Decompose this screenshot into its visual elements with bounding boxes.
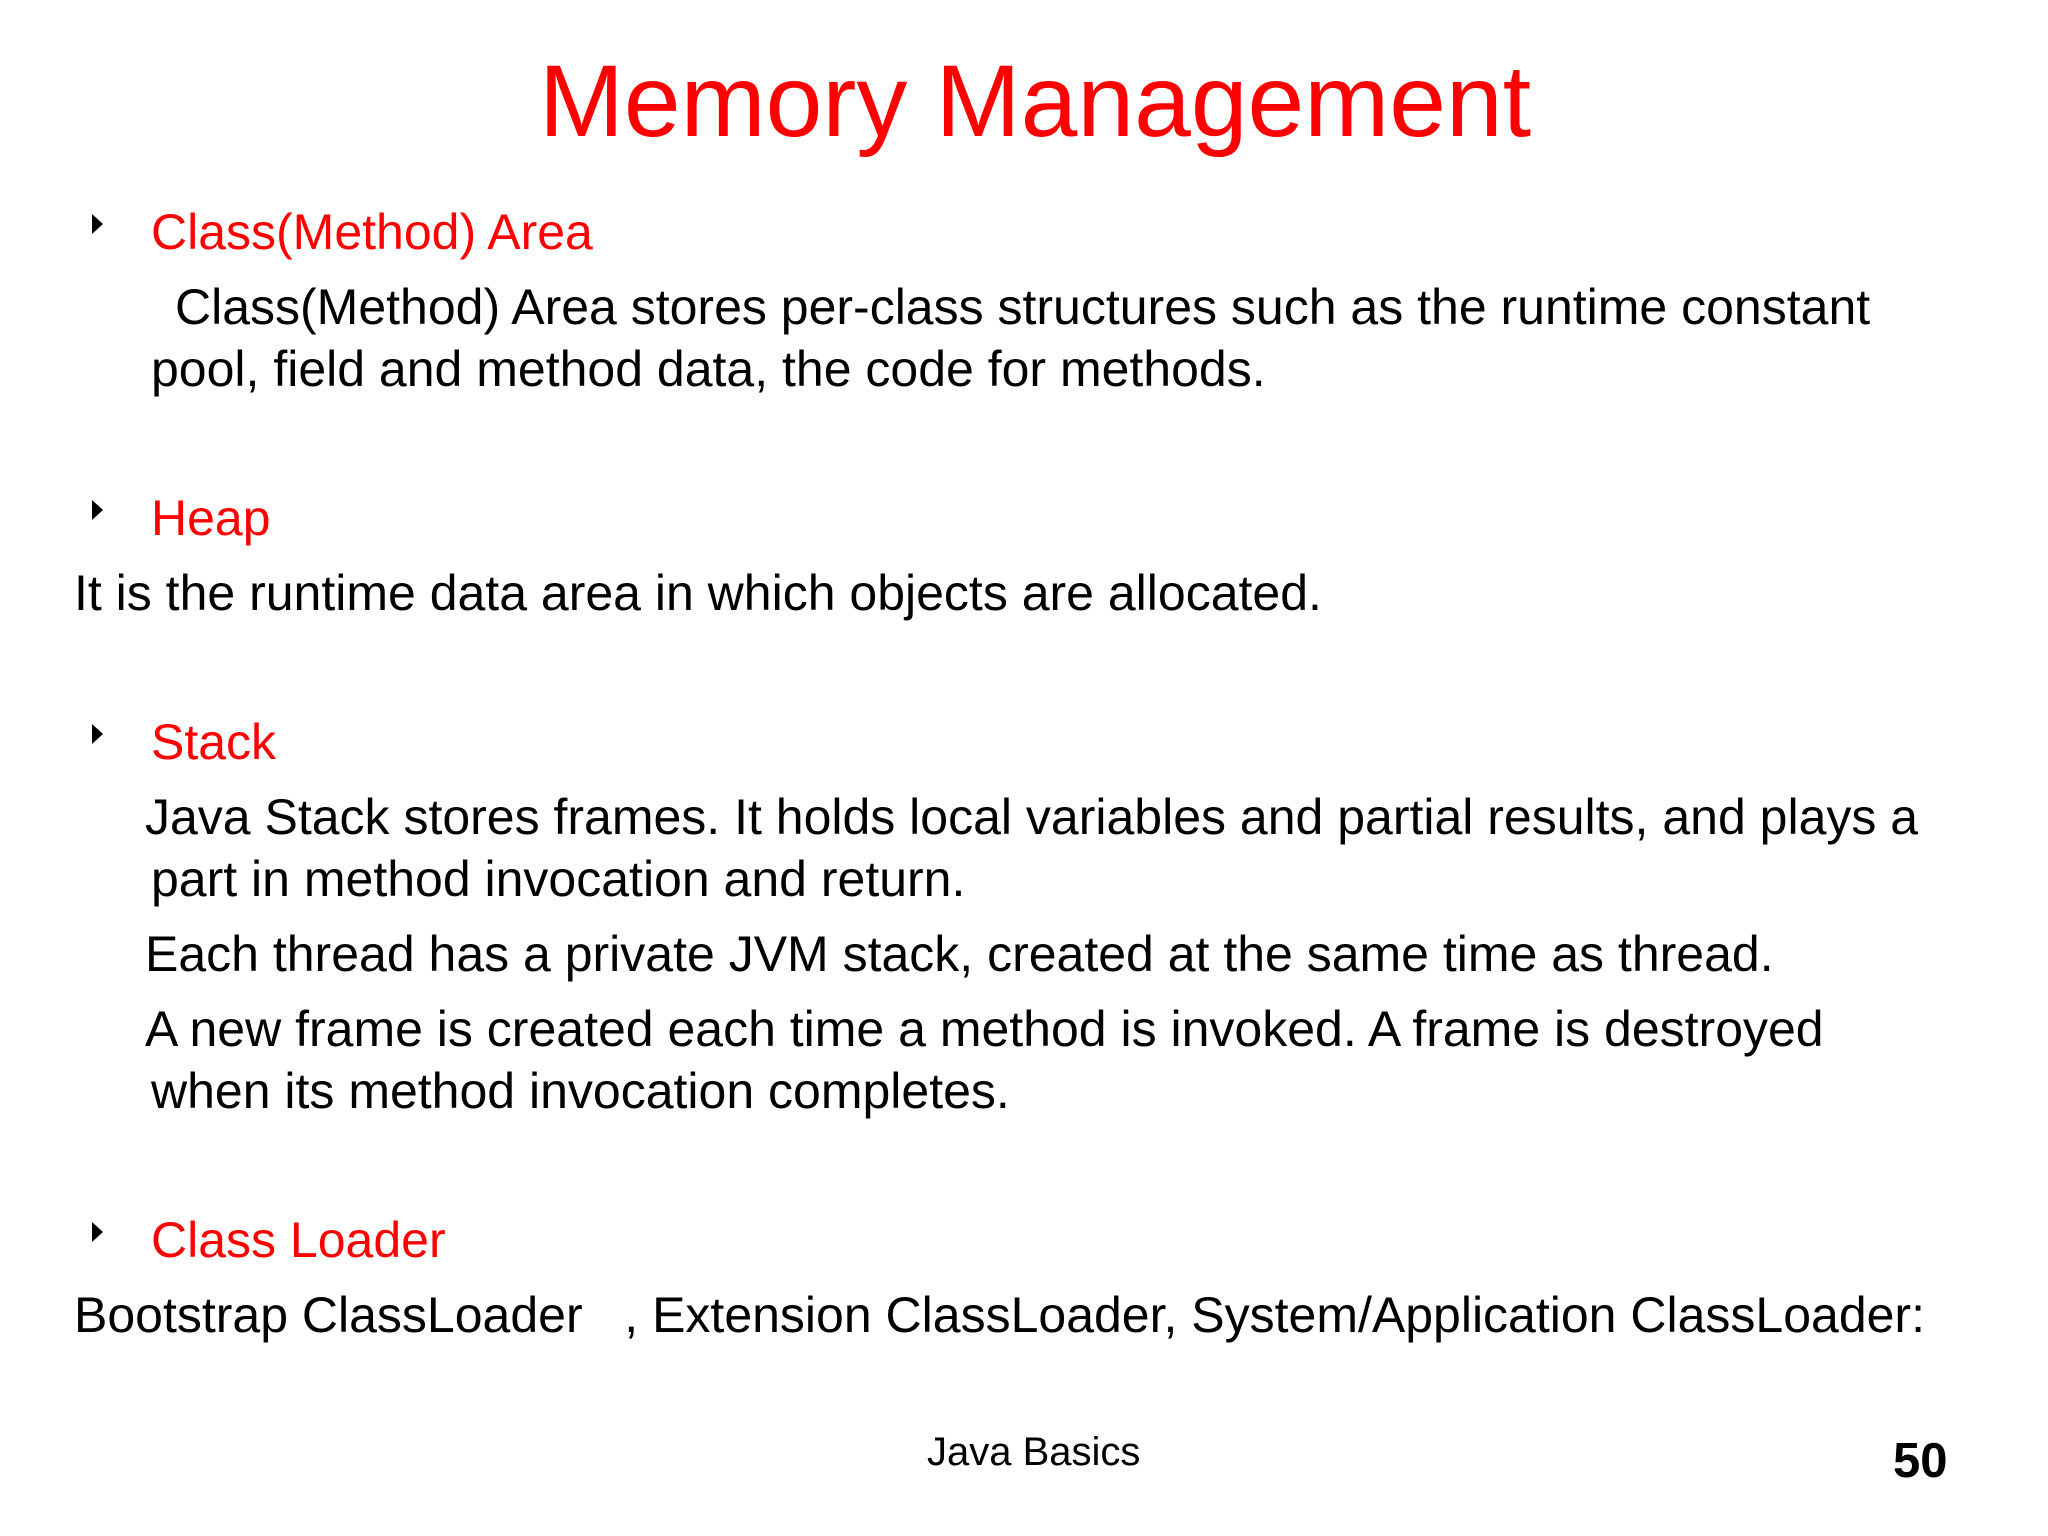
page-number: 50 (1893, 1434, 1948, 1488)
section-text-line: part in method invocation and return. (151, 851, 966, 907)
section-text-line: pool, field and method data, the code for methods. (151, 341, 1266, 397)
section-text-line: A new frame is created each time a method is invoked. A frame is destroyed (145, 1001, 1824, 1057)
section-text-line: Each thread has a private JVM stack, created at the same time as thread. (145, 926, 1774, 982)
section-heading: Class(Method) Area (151, 204, 593, 260)
section-text-line: when its method invocation completes. (151, 1063, 1010, 1119)
section-heading: Heap (151, 490, 271, 546)
section-text-line: It is the runtime data area in which objects are allocated. (74, 565, 1322, 621)
section-text-line: Class(Method) Area stores per-class structures such as the runtime constant (175, 279, 1871, 335)
section-text-line: Java Stack stores frames. It holds local variables and partial results, and plays a (145, 789, 1919, 845)
triangle-bullet-icon (92, 500, 103, 520)
section-heading: Stack (151, 714, 277, 770)
triangle-bullet-icon (92, 1222, 103, 1242)
footer-text: Java Basics (927, 1430, 1141, 1474)
section-heading: Class Loader (151, 1212, 446, 1268)
triangle-bullet-icon (92, 214, 103, 234)
section-text-line: Bootstrap ClassLoader , Extension ClassLoader, System/Application ClassLoader: (74, 1287, 1925, 1343)
triangle-bullet-icon (92, 724, 103, 744)
slide-title: Memory Management (538, 44, 1532, 158)
